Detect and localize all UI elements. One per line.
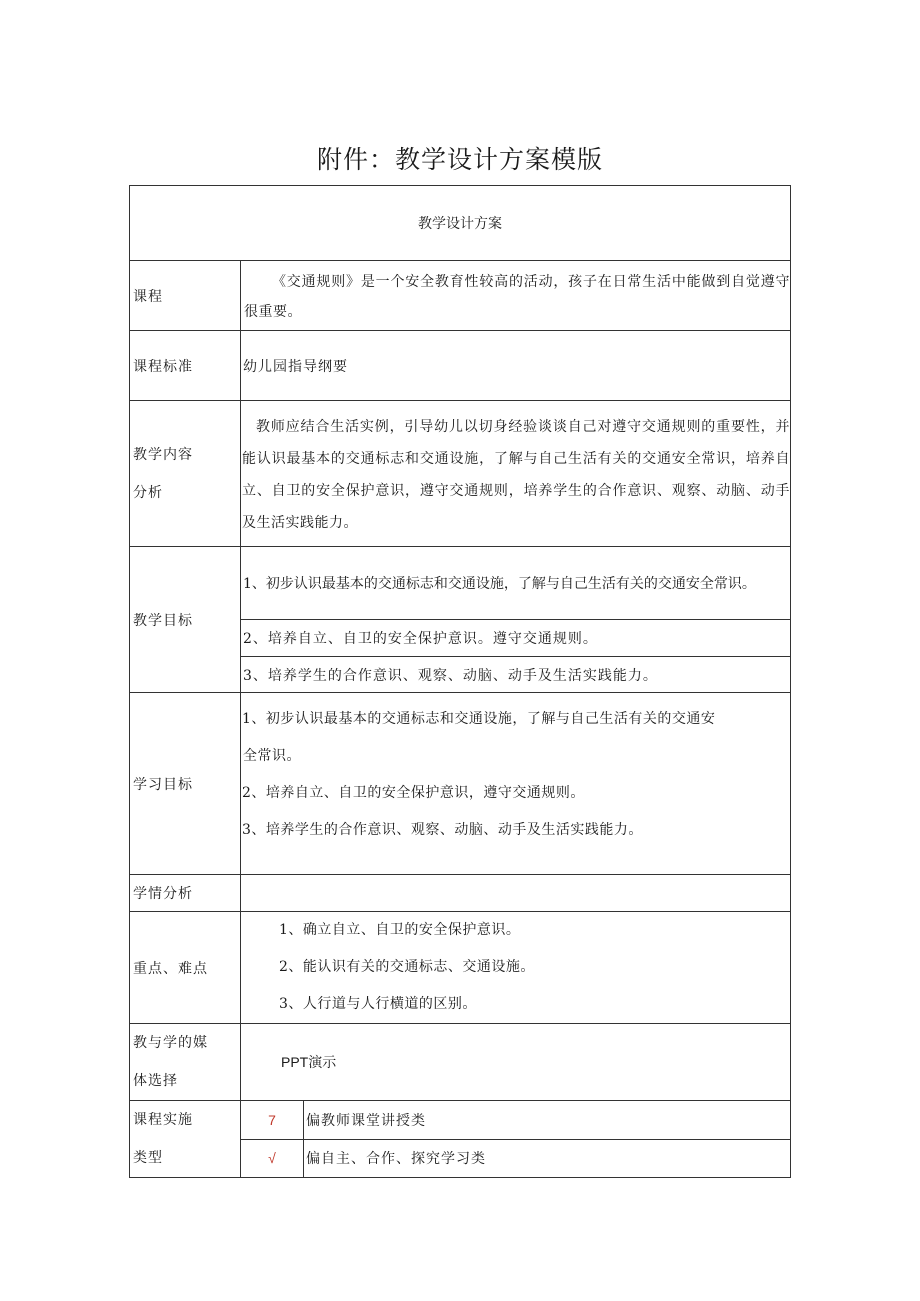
teaching-design-table (129, 185, 791, 1178)
key-points-list (241, 912, 791, 1024)
learning-goal-line: 2、培养自立、自卫的安全保护意识，遵守交通规则。 (242, 785, 585, 801)
label-impl-type-line2: 类型 (133, 1150, 163, 1166)
label-key-points: 重点、难点 (130, 912, 241, 1024)
table-header: 教学设计方案 (130, 186, 791, 261)
label-learner-analysis: 学情分析 (130, 875, 241, 912)
learning-goals-list (241, 693, 791, 875)
label-content-analysis-line2: 分析 (133, 484, 163, 501)
label-media (130, 1024, 241, 1101)
key-point-line: 1、确立自立、自卫的安全保护意识。 (279, 922, 521, 938)
row-media (130, 1024, 791, 1101)
learning-goal-line: 1、初步认识最基本的交通标志和交通设施，了解与自己生活有关的交通安 (242, 711, 716, 727)
content-analysis-text: 教师应结合生活实例，引导幼儿以切身经验谈谈自己对遵守交通规则的重要性，并能认识最基本的交通标志和交通设施，了解与自己生活有关的交通安全常识，培养自立、自卫的安全保护意识，遵守交通规则，培养学生的合作意识、观察、动脑、动手及生活实践能力。 (241, 401, 791, 547)
row-standard (130, 331, 791, 401)
row-teaching-goal-1 (130, 547, 791, 620)
label-standard: 课程标准 (130, 331, 241, 401)
row-learning-goals (130, 693, 791, 875)
label-impl-type (130, 1101, 241, 1178)
teaching-goal-item: 3、培养学生的合作意识、观察、动脑、动手及生活实践能力。 (241, 657, 791, 693)
learning-goal-line: 3、培养学生的合作意识、观察、动脑、动手及生活实践能力。 (242, 822, 643, 838)
key-point-line: 3、人行道与人行横道的区别。 (279, 996, 477, 1012)
label-course: 课程 (130, 261, 241, 331)
course-text: 《交通规则》是一个安全教育性较高的活动，孩子在日常生活中能做到自觉遵守很重要。 (241, 261, 791, 331)
key-point-line: 2、能认识有关的交通标志、交通设施。 (279, 959, 535, 975)
impl-type-option: 偏教师课堂讲授类 (304, 1101, 791, 1140)
row-course (130, 261, 791, 331)
standard-text: 幼儿园指导纲要 (241, 331, 791, 401)
teaching-goal-item: 2、培养自立、自卫的安全保护意识。遵守交通规则。 (241, 620, 791, 657)
label-learning-goals: 学习目标 (130, 693, 241, 875)
label-media-line1: 教与学的媒 (133, 1035, 208, 1051)
row-learner-analysis (130, 875, 791, 912)
learner-analysis-text (241, 875, 791, 912)
teaching-goal-item: 1、初步认识最基本的交通标志和交通设施，了解与自己生活有关的交通安全常识。 (241, 547, 791, 620)
row-content-analysis (130, 401, 791, 547)
media-text: PPT演示 (241, 1024, 791, 1101)
impl-type-checkmark: √ (241, 1139, 304, 1178)
learning-goal-line: 全常识。 (243, 748, 301, 764)
row-impl-type-1 (130, 1101, 791, 1140)
row-key-points (130, 912, 791, 1024)
label-teaching-goals: 教学目标 (130, 547, 241, 693)
table-header-row (130, 186, 791, 261)
label-media-line2: 体选择 (133, 1073, 178, 1089)
label-impl-type-line1: 课程实施 (133, 1112, 193, 1128)
label-content-analysis-line1: 教学内容 (133, 446, 193, 463)
impl-type-mark: 7 (241, 1101, 304, 1140)
page-title: 附件：教学设计方案模版 (316, 145, 603, 174)
label-content-analysis (130, 401, 241, 547)
impl-type-option: 偏自主、合作、探究学习类 (304, 1139, 791, 1178)
